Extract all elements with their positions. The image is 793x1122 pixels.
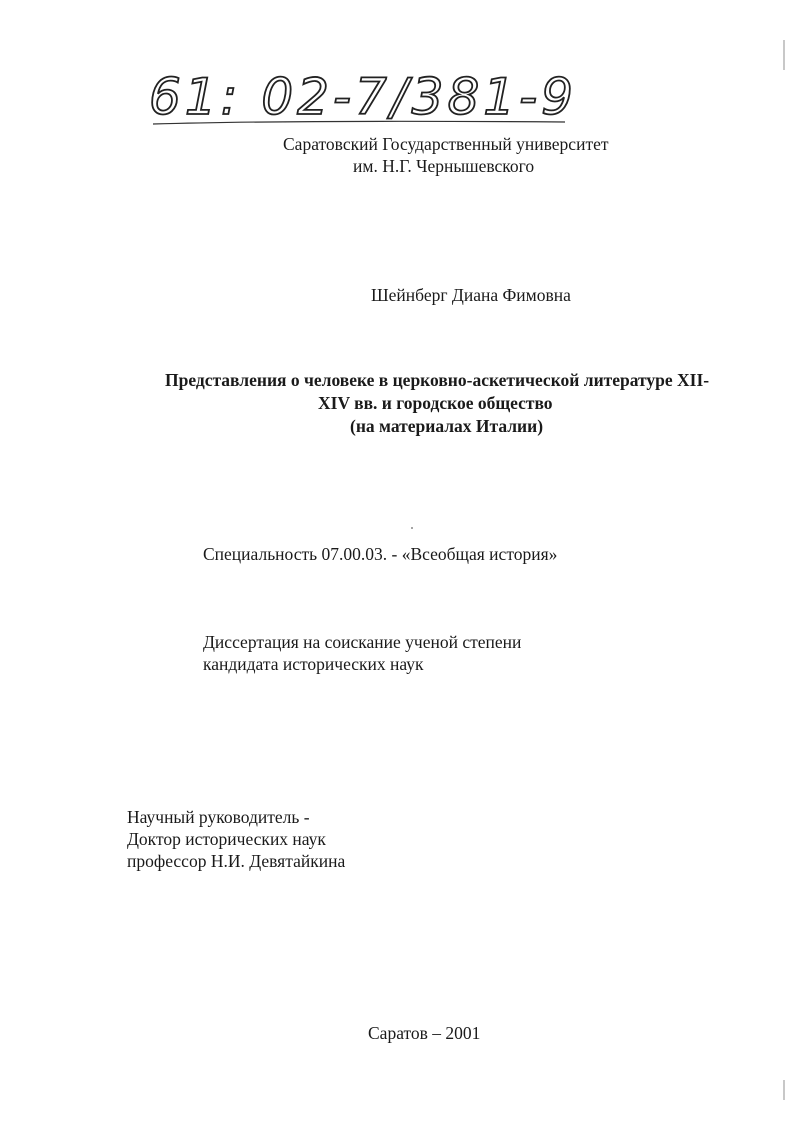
handwritten-archive-number xyxy=(145,62,585,132)
supervisor-label: Научный руководитель - xyxy=(127,807,310,827)
degree-line2: кандидата исторических наук xyxy=(203,654,424,674)
university-dedication: им. Н.Г. Чернышевского xyxy=(353,156,535,176)
dissertation-title-line2: XIV вв. и городское общество xyxy=(318,393,553,413)
supervisor-degree: Доктор исторических наук xyxy=(127,829,326,849)
dissertation-title-line1: Представления о человеке в церковно-аскетической литературе XII- xyxy=(165,370,710,390)
specialty: Специальность 07.00.03. - «Всеобщая история» xyxy=(203,544,558,564)
degree-line1: Диссертация на соискание ученой степени xyxy=(203,632,522,652)
place-year: Саратов – 2001 xyxy=(368,1023,481,1043)
archive-number-text: 61: 02-7/381-9 xyxy=(149,68,577,126)
supervisor-name: профессор Н.И. Девятайкина xyxy=(127,851,346,871)
scan-edge-mark xyxy=(783,40,785,70)
university-name: Саратовский Государственный университет xyxy=(283,134,609,154)
scan-edge-mark xyxy=(783,1080,785,1100)
scan-speck xyxy=(411,527,413,529)
author-name: Шейнберг Диана Фимовна xyxy=(371,285,571,305)
dissertation-title-line3: (на материалах Италии) xyxy=(350,416,544,436)
